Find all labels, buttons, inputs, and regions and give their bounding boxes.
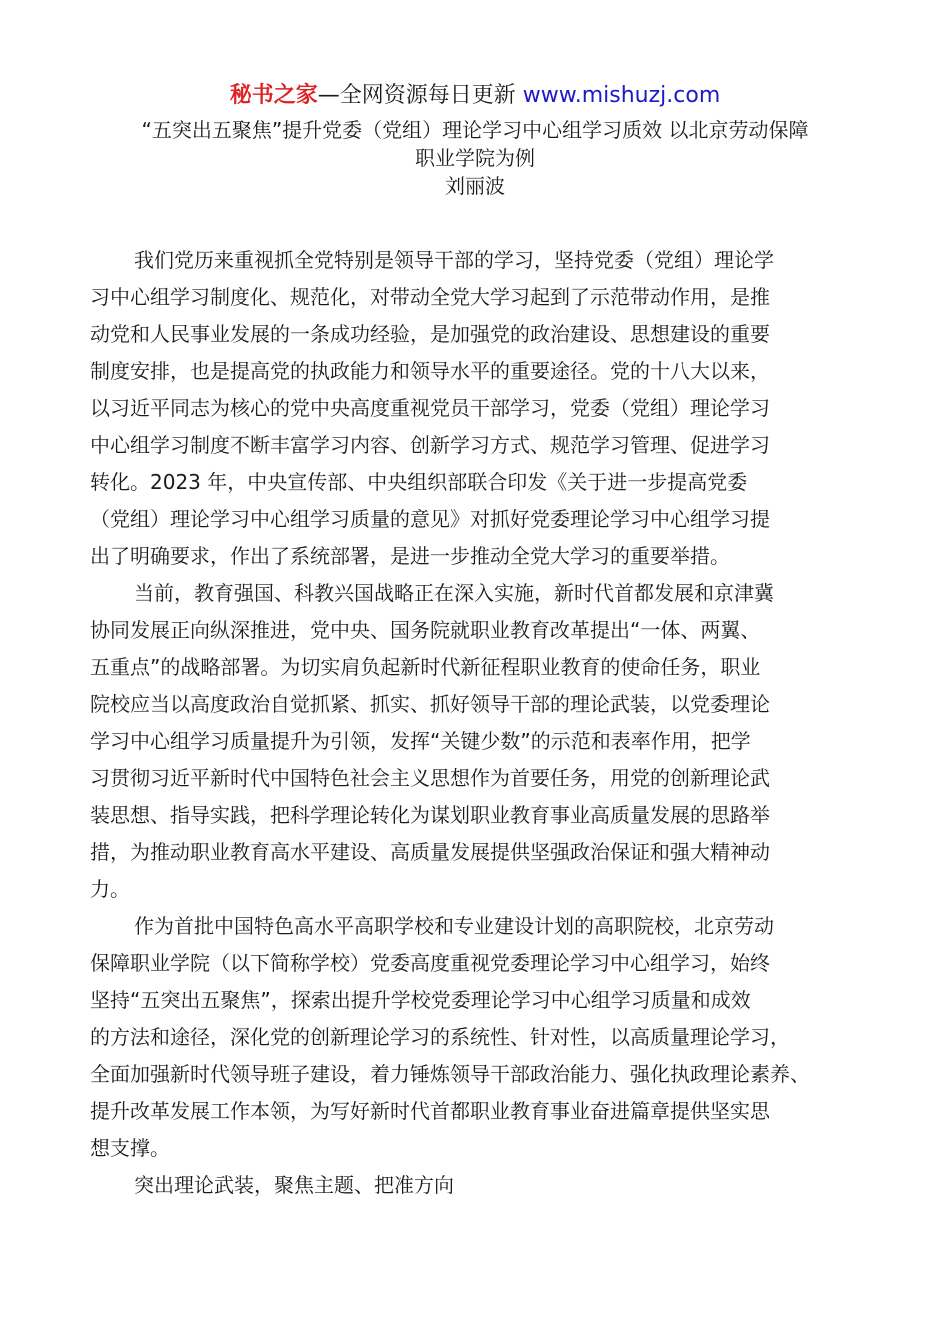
paragraph-line: （党组）理论学习中心组学习质量的意见》对抓好党委理论学习中心组学习提	[90, 507, 770, 531]
paragraph-line: 中心组学习制度不断丰富学习内容、创新学习方式、规范学习管理、促进学习	[90, 433, 770, 457]
site-url-link[interactable]: www.mishuzj.com	[522, 83, 721, 108]
paragraph-line: 装思想、指导实践，把科学理论转化为谋划职业教育事业高质量发展的思路举	[90, 803, 770, 827]
paragraph	[90, 1167, 880, 1204]
paragraph-line: 我们党历来重视抓全党特别是领导干部的学习，坚持党委（党组）理论学	[134, 248, 774, 272]
paragraph	[90, 242, 880, 575]
paragraph-line: 院校应当以高度政治自觉抓紧、抓实、抓好领导干部的理论武装，以党委理论	[90, 692, 770, 716]
site-tagline: —全网资源每日更新	[317, 83, 523, 108]
site-header	[0, 82, 950, 110]
title-line-2: 职业学院为例	[415, 146, 535, 170]
paragraph-line: 习中心组学习制度化、规范化，对带动全党大学习起到了示范带动作用，是推	[90, 285, 770, 309]
paragraph-line: 习贯彻习近平新时代中国特色社会主义思想作为首要任务，用党的创新理论武	[90, 766, 770, 790]
paragraph-line: 提升改革发展工作本领，为写好新时代首都职业教育事业奋进篇章提供坚实思	[90, 1099, 770, 1123]
paragraph-line: 以习近平同志为核心的党中央高度重视党员干部学习，党委（党组）理论学习	[90, 396, 770, 420]
paragraph	[90, 908, 880, 1167]
paragraph-line: 突出理论武装，聚焦主题、把准方向	[134, 1173, 454, 1197]
paragraph-line: 协同发展正向纵深推进，党中央、国务院就职业教育改革提出“一体、两翼、	[90, 618, 761, 642]
paragraph-line: 作为首批中国特色高水平高职学校和专业建设计划的高职院校，北京劳动	[134, 914, 774, 938]
author-name: 刘丽波	[445, 174, 505, 198]
paragraph-line: 制度安排，也是提高党的执政能力和领导水平的重要途径。党的十八大以来，	[90, 359, 770, 383]
paragraph-line: 措，为推动职业教育高水平建设、高质量发展提供坚强政治保证和强大精神动	[90, 840, 770, 864]
paragraph-line: 想支撑。	[90, 1136, 170, 1160]
paragraph-line: 学习中心组学习质量提升为引领，发挥“关键少数”的示范和表率作用，把学	[90, 729, 751, 753]
paragraph-line: 的方法和途径，深化党的创新理论学习的系统性、针对性，以高质量理论学习，	[90, 1025, 790, 1049]
paragraph-line: 出了明确要求，作出了系统部署，是进一步推动全党大学习的重要举措。	[90, 544, 730, 568]
paragraph	[90, 575, 880, 908]
paragraph-line: 力。	[90, 877, 130, 901]
paragraph-line: 保障职业学院（以下简称学校）党委高度重视党委理论学习中心组学习，始终	[90, 951, 770, 975]
paragraph-line: 转化。2023 年，中央宣传部、中央组织部联合印发《关于进一步提高党委	[90, 470, 748, 494]
paragraph-line: 五重点”的战略部署。为切实肩负起新时代新征程职业教育的使命任务，职业	[90, 655, 761, 679]
title-line-1: “五突出五聚焦”提升党委（党组）理论学习中心组学习质效 以北京劳动保障	[141, 118, 809, 142]
paragraph-line: 当前，教育强国、科教兴国战略正在深入实施，新时代首都发展和京津冀	[134, 581, 774, 605]
document-body	[90, 242, 880, 1204]
paragraph-line: 动党和人民事业发展的一条成功经验，是加强党的政治建设、思想建设的重要	[90, 322, 770, 346]
paragraph-line: 全面加强新时代领导班子建设，着力锤炼领导干部政治能力、强化执政理论素养、	[90, 1062, 810, 1086]
site-brand: 秘书之家	[229, 83, 318, 108]
document-title	[60, 116, 890, 172]
paragraph-line: 坚持“五突出五聚焦”，探索出提升学校党委理论学习中心组学习质量和成效	[90, 988, 751, 1012]
